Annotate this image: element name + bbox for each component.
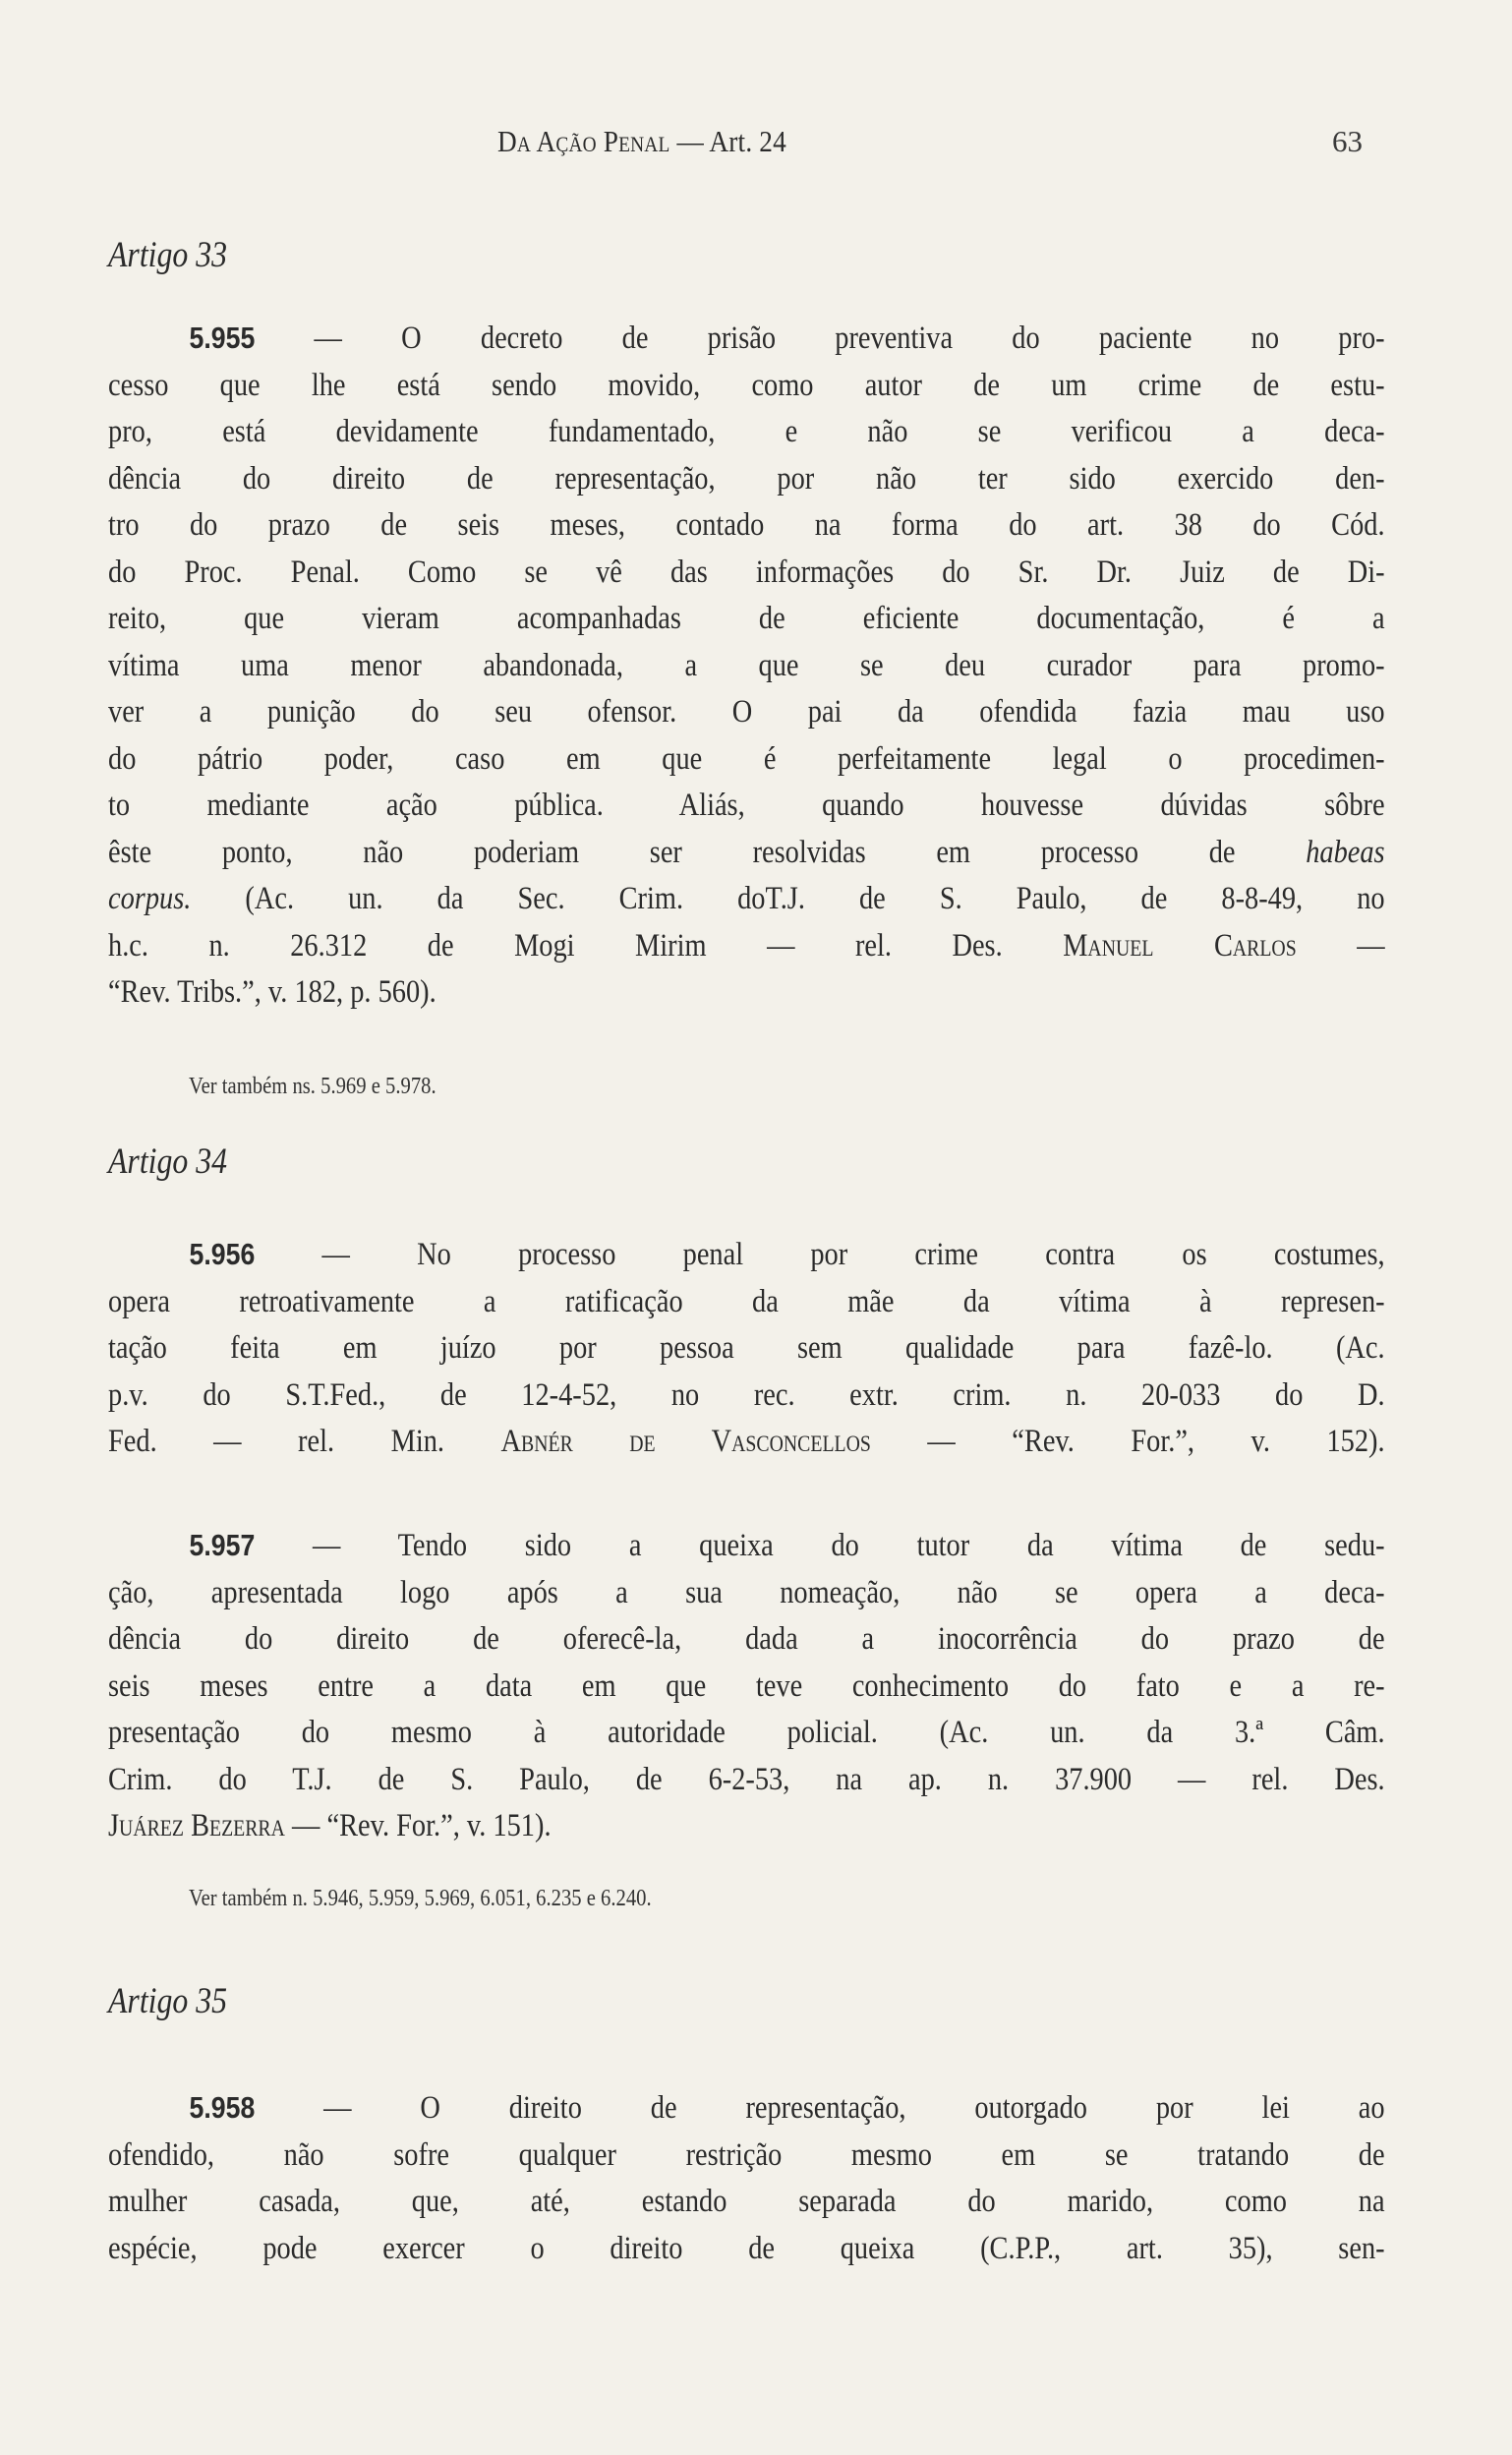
entry-line: 5.958 — O direito de representação, outorgado por lei ao (189, 2090, 1385, 2126)
entry-line: “Rev. Tribs.”, v. 182, p. 560). (108, 974, 436, 1010)
page-header (0, 124, 1512, 173)
entry-5955 (108, 315, 1386, 1017)
entry-line: mulher casada, que, até, estando separada do marido, como na (108, 2184, 1385, 2219)
entry-number: 5.958 (189, 2090, 256, 2125)
entry-line: espécie, pode exercer o direito de queixa (C.P.P., art. 35), sen- (108, 2230, 1385, 2266)
article-heading-34: Artigo 34 (108, 1141, 228, 1182)
entry-line: Crim. do T.J. de S. Paulo, de 6-2-53, na ap. n. 37.900 — rel. Des. (108, 1761, 1385, 1797)
entry-line: vítima uma menor abandonada, a que se deu curador para promo- (108, 647, 1385, 683)
entry-line: 5.955 — O decreto de prisão preventiva do paciente no pro- (189, 321, 1385, 356)
entry-5956 (108, 1231, 1386, 1466)
entry-line: do Proc. Penal. Como se vê das informações do Sr. Dr. Juiz de Di- (108, 554, 1385, 590)
entry-line: seis meses entre a data em que teve conhecimento do fato e a re- (108, 1667, 1385, 1704)
article-heading-33: Artigo 33 (108, 235, 228, 275)
entry-line: reito, que vieram acompanhadas de eficiente documentação, é a (108, 601, 1385, 636)
running-head (497, 124, 786, 159)
judge-name: Manuel Carlos (1063, 927, 1297, 964)
italic-term: habeas (1306, 834, 1385, 870)
entry-line: corpus. (Ac. un. da Sec. Crim. doT.J. de S. Paulo, de 8-8-49, no (108, 881, 1385, 916)
article-heading-35: Artigo 35 (108, 1981, 228, 2021)
entry-number: 5.955 (189, 321, 256, 355)
entry-line: ção, apresentada logo após a sua nomeação, não se opera a deca- (108, 1574, 1385, 1610)
entry-line: ver a punição do seu ofensor. O pai da ofendida fazia mau uso (108, 694, 1385, 730)
entry-line: presentação do mesmo à autoridade policial. (Ac. un. da 3.ª Câm. (108, 1715, 1385, 1750)
entry-number: 5.957 (189, 1528, 256, 1562)
entry-line: p.v. do S.T.Fed., de 12-4-52, no rec. extr. crim. n. 20-033 do D. (108, 1376, 1385, 1413)
see-also-note: Ver também ns. 5.969 e 5.978. (189, 1074, 436, 1099)
entry-line: tro do prazo de seis meses, contado na forma do art. 38 do Cód. (108, 507, 1385, 543)
entry-5958 (108, 2084, 1386, 2272)
see-also-note: Ver também n. 5.946, 5.959, 5.969, 6.051, 6.235 e 6.240. (189, 1886, 652, 1911)
entry-line: opera retroativamente a ratificação da mãe da vítima à represen- (108, 1283, 1385, 1319)
entry-5957 (108, 1522, 1386, 1850)
entry-line: h.c. n. 26.312 de Mogi Mirim — rel. Des. Manuel Carlos — (108, 927, 1385, 964)
entry-line: ofendido, não sofre qualquer restrição mesmo em se tratando de (108, 2136, 1385, 2173)
entry-line: 5.956 — No processo penal por crime contra os costumes, (189, 1237, 1385, 1272)
entry-line: pro, está devidamente fundamentado, e não se verificou a deca- (108, 414, 1385, 449)
entry-number: 5.956 (189, 1237, 256, 1271)
judge-name: Abnér de Vasconcellos (500, 1424, 871, 1459)
entry-line: to mediante ação pública. Aliás, quando houvesse dúvidas sôbre (108, 788, 1385, 823)
entry-line: Fed. — rel. Min. Abnér de Vasconcellos — “Rev. For.”, v. 152). (108, 1424, 1385, 1459)
running-head-article: Art. 24 (709, 124, 786, 158)
running-head-title: Da Ação Penal (497, 124, 670, 158)
entry-line: êste ponto, não poderiam ser resolvidas em processo de habeas (108, 834, 1385, 870)
entry-line: 5.957 — Tendo sido a queixa do tutor da vítima de sedu- (189, 1528, 1385, 1563)
entry-line: do pátrio poder, caso em que é perfeitamente legal o procedimen- (108, 740, 1385, 777)
entry-line: dência do direito de representação, por não ter sido exercido den- (108, 460, 1385, 497)
page-number: 63 (1332, 124, 1363, 158)
running-head-separator: — (669, 124, 710, 158)
entry-line: Juárez Bezerra — “Rev. For.”, v. 151). (108, 1808, 552, 1843)
judge-name: Juárez Bezerra (108, 1808, 285, 1843)
entry-line: dência do direito de oferecê-la, dada a inocorrência do prazo de (108, 1621, 1385, 1657)
italic-term: corpus. (108, 881, 192, 916)
entry-line: tação feita em juízo por pessoa sem qualidade para fazê-lo. (Ac. (108, 1330, 1385, 1366)
entry-line: cesso que lhe está sendo movido, como autor de um crime de estu- (108, 367, 1385, 403)
